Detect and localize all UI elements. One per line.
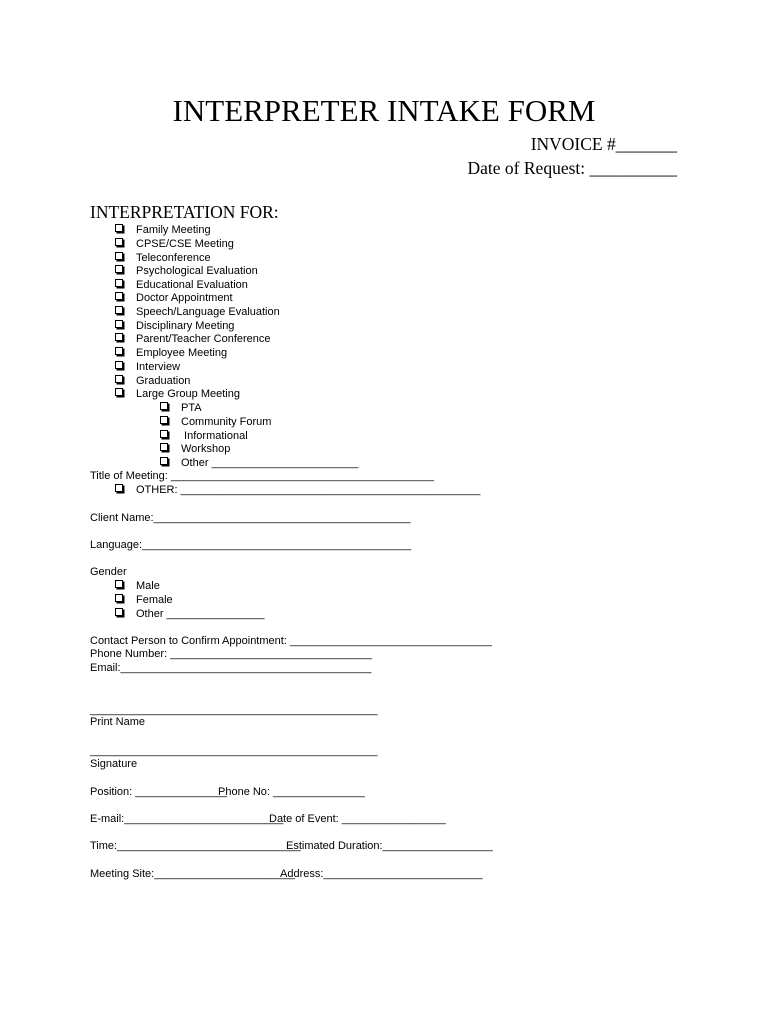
gender-label: Gender [90, 566, 127, 578]
gender-option-label: Female [136, 594, 173, 606]
sub-option-label: Informational [181, 430, 248, 442]
option-teleconference[interactable] [115, 252, 123, 265]
checkbox-icon[interactable] [115, 238, 123, 246]
gender-female-option[interactable] [115, 594, 123, 607]
gender-male-option[interactable] [115, 580, 123, 593]
option-large-group-meeting[interactable] [115, 388, 123, 401]
option-label: Employee Meeting [136, 347, 228, 359]
option-label: Graduation [136, 375, 191, 387]
option-label: Large Group Meeting [136, 388, 240, 400]
gender-other-field[interactable]: Other ________________ [136, 608, 265, 620]
option-label: Family Meeting [136, 224, 211, 236]
option-interview[interactable] [115, 361, 123, 374]
signature-line[interactable]: _______________________________________________ [90, 745, 378, 757]
sub-option-workshop[interactable] [160, 443, 168, 456]
time-field[interactable]: Time:______________________________ [90, 840, 301, 852]
checkbox-icon[interactable] [115, 580, 123, 588]
checkbox-icon[interactable] [115, 484, 123, 492]
checkbox-icon[interactable] [115, 320, 123, 328]
position-field[interactable]: Position: _______________ [90, 786, 228, 798]
checkbox-icon[interactable] [115, 224, 123, 232]
sub-option-other[interactable] [160, 457, 168, 470]
option-graduation[interactable] [115, 375, 123, 388]
option-label: Interview [136, 361, 181, 373]
sub-option-pta[interactable] [160, 402, 168, 415]
checkbox-icon[interactable] [115, 375, 123, 383]
date-of-event-field[interactable]: Date of Event: _________________ [269, 813, 446, 825]
checkbox-icon[interactable] [160, 416, 168, 424]
form-title: INTERPRETER INTAKE FORM [172, 93, 596, 128]
phone-number-field[interactable]: Phone Number: _________________________________ [90, 648, 372, 660]
sub-option-other-field[interactable]: Other ________________________ [181, 457, 359, 469]
meeting-site-field[interactable]: Meeting Site:_______________________ [90, 868, 295, 880]
date-of-request-field[interactable]: Date of Request: __________ [467, 158, 677, 178]
checkbox-icon[interactable] [115, 265, 123, 273]
option-label: Parent/Teacher Conference [136, 333, 271, 345]
option-employee-meeting[interactable] [115, 347, 123, 360]
checkbox-icon[interactable] [160, 443, 168, 451]
sub-option-label: Community Forum [181, 416, 272, 428]
checkbox-icon[interactable] [160, 402, 168, 410]
checkbox-icon[interactable] [115, 252, 123, 260]
sub-option-community-forum[interactable] [160, 416, 168, 429]
option-label: Disciplinary Meeting [136, 320, 235, 332]
invoice-number-field[interactable]: INVOICE #_______ [530, 134, 677, 154]
option-disciplinary-meeting[interactable] [115, 320, 123, 333]
contact-person-field[interactable]: Contact Person to Confirm Appointment: _________________________________ [90, 635, 492, 647]
checkbox-icon[interactable] [115, 279, 123, 287]
checkbox-icon[interactable] [115, 292, 123, 300]
checkbox-icon[interactable] [115, 347, 123, 355]
option-doctor-appointment[interactable] [115, 292, 123, 305]
checkbox-icon[interactable] [160, 457, 168, 465]
language-field[interactable]: Language:____________________________________________ [90, 539, 412, 551]
checkbox-icon[interactable] [115, 361, 123, 369]
estimated-duration-field[interactable]: Estimated Duration:__________________ [286, 840, 493, 852]
option-psychological-evaluation[interactable] [115, 265, 123, 278]
interpretation-for-heading: INTERPRETATION FOR: [90, 202, 279, 222]
option-educational-evaluation[interactable] [115, 279, 123, 292]
sub-option-informational[interactable] [160, 430, 168, 443]
event-email-field[interactable]: E-mail:__________________________ [90, 813, 284, 825]
option-label: CPSE/CSE Meeting [136, 238, 234, 250]
other-field[interactable]: OTHER: _________________________________________________ [136, 484, 481, 496]
checkbox-icon[interactable] [160, 430, 168, 438]
checkbox-icon[interactable] [115, 306, 123, 314]
sub-option-label: Workshop [181, 443, 231, 455]
address-field[interactable]: Address:__________________________ [280, 868, 483, 880]
gender-other-option[interactable] [115, 608, 123, 621]
option-label: Speech/Language Evaluation [136, 306, 280, 318]
option-label: Educational Evaluation [136, 279, 248, 291]
signature-label: Signature [90, 758, 138, 770]
option-label: Doctor Appointment [136, 292, 233, 304]
checkbox-icon[interactable] [115, 594, 123, 602]
option-other[interactable] [115, 484, 123, 497]
title-of-meeting-field[interactable]: Title of Meeting: ___________________________________________ [90, 470, 434, 482]
print-name-label: Print Name [90, 716, 146, 728]
client-name-field[interactable]: Client Name:__________________________________________ [90, 512, 411, 524]
checkbox-icon[interactable] [115, 608, 123, 616]
gender-option-label: Male [136, 580, 160, 592]
email-field[interactable]: Email:_________________________________________ [90, 662, 372, 674]
phone-no-field[interactable]: Phone No: _______________ [218, 786, 365, 798]
checkbox-icon[interactable] [115, 333, 123, 341]
option-label: Psychological Evaluation [136, 265, 258, 277]
option-speech-language-evaluation[interactable] [115, 306, 123, 319]
sub-option-label: PTA [181, 402, 202, 414]
option-family-meeting[interactable] [115, 224, 123, 237]
print-name-line[interactable]: _______________________________________________ [90, 704, 378, 716]
checkbox-icon[interactable] [115, 388, 123, 396]
option-parent-teacher-conference[interactable] [115, 333, 123, 346]
option-label: Teleconference [136, 252, 211, 264]
option-cpse-cse-meeting[interactable] [115, 238, 123, 251]
